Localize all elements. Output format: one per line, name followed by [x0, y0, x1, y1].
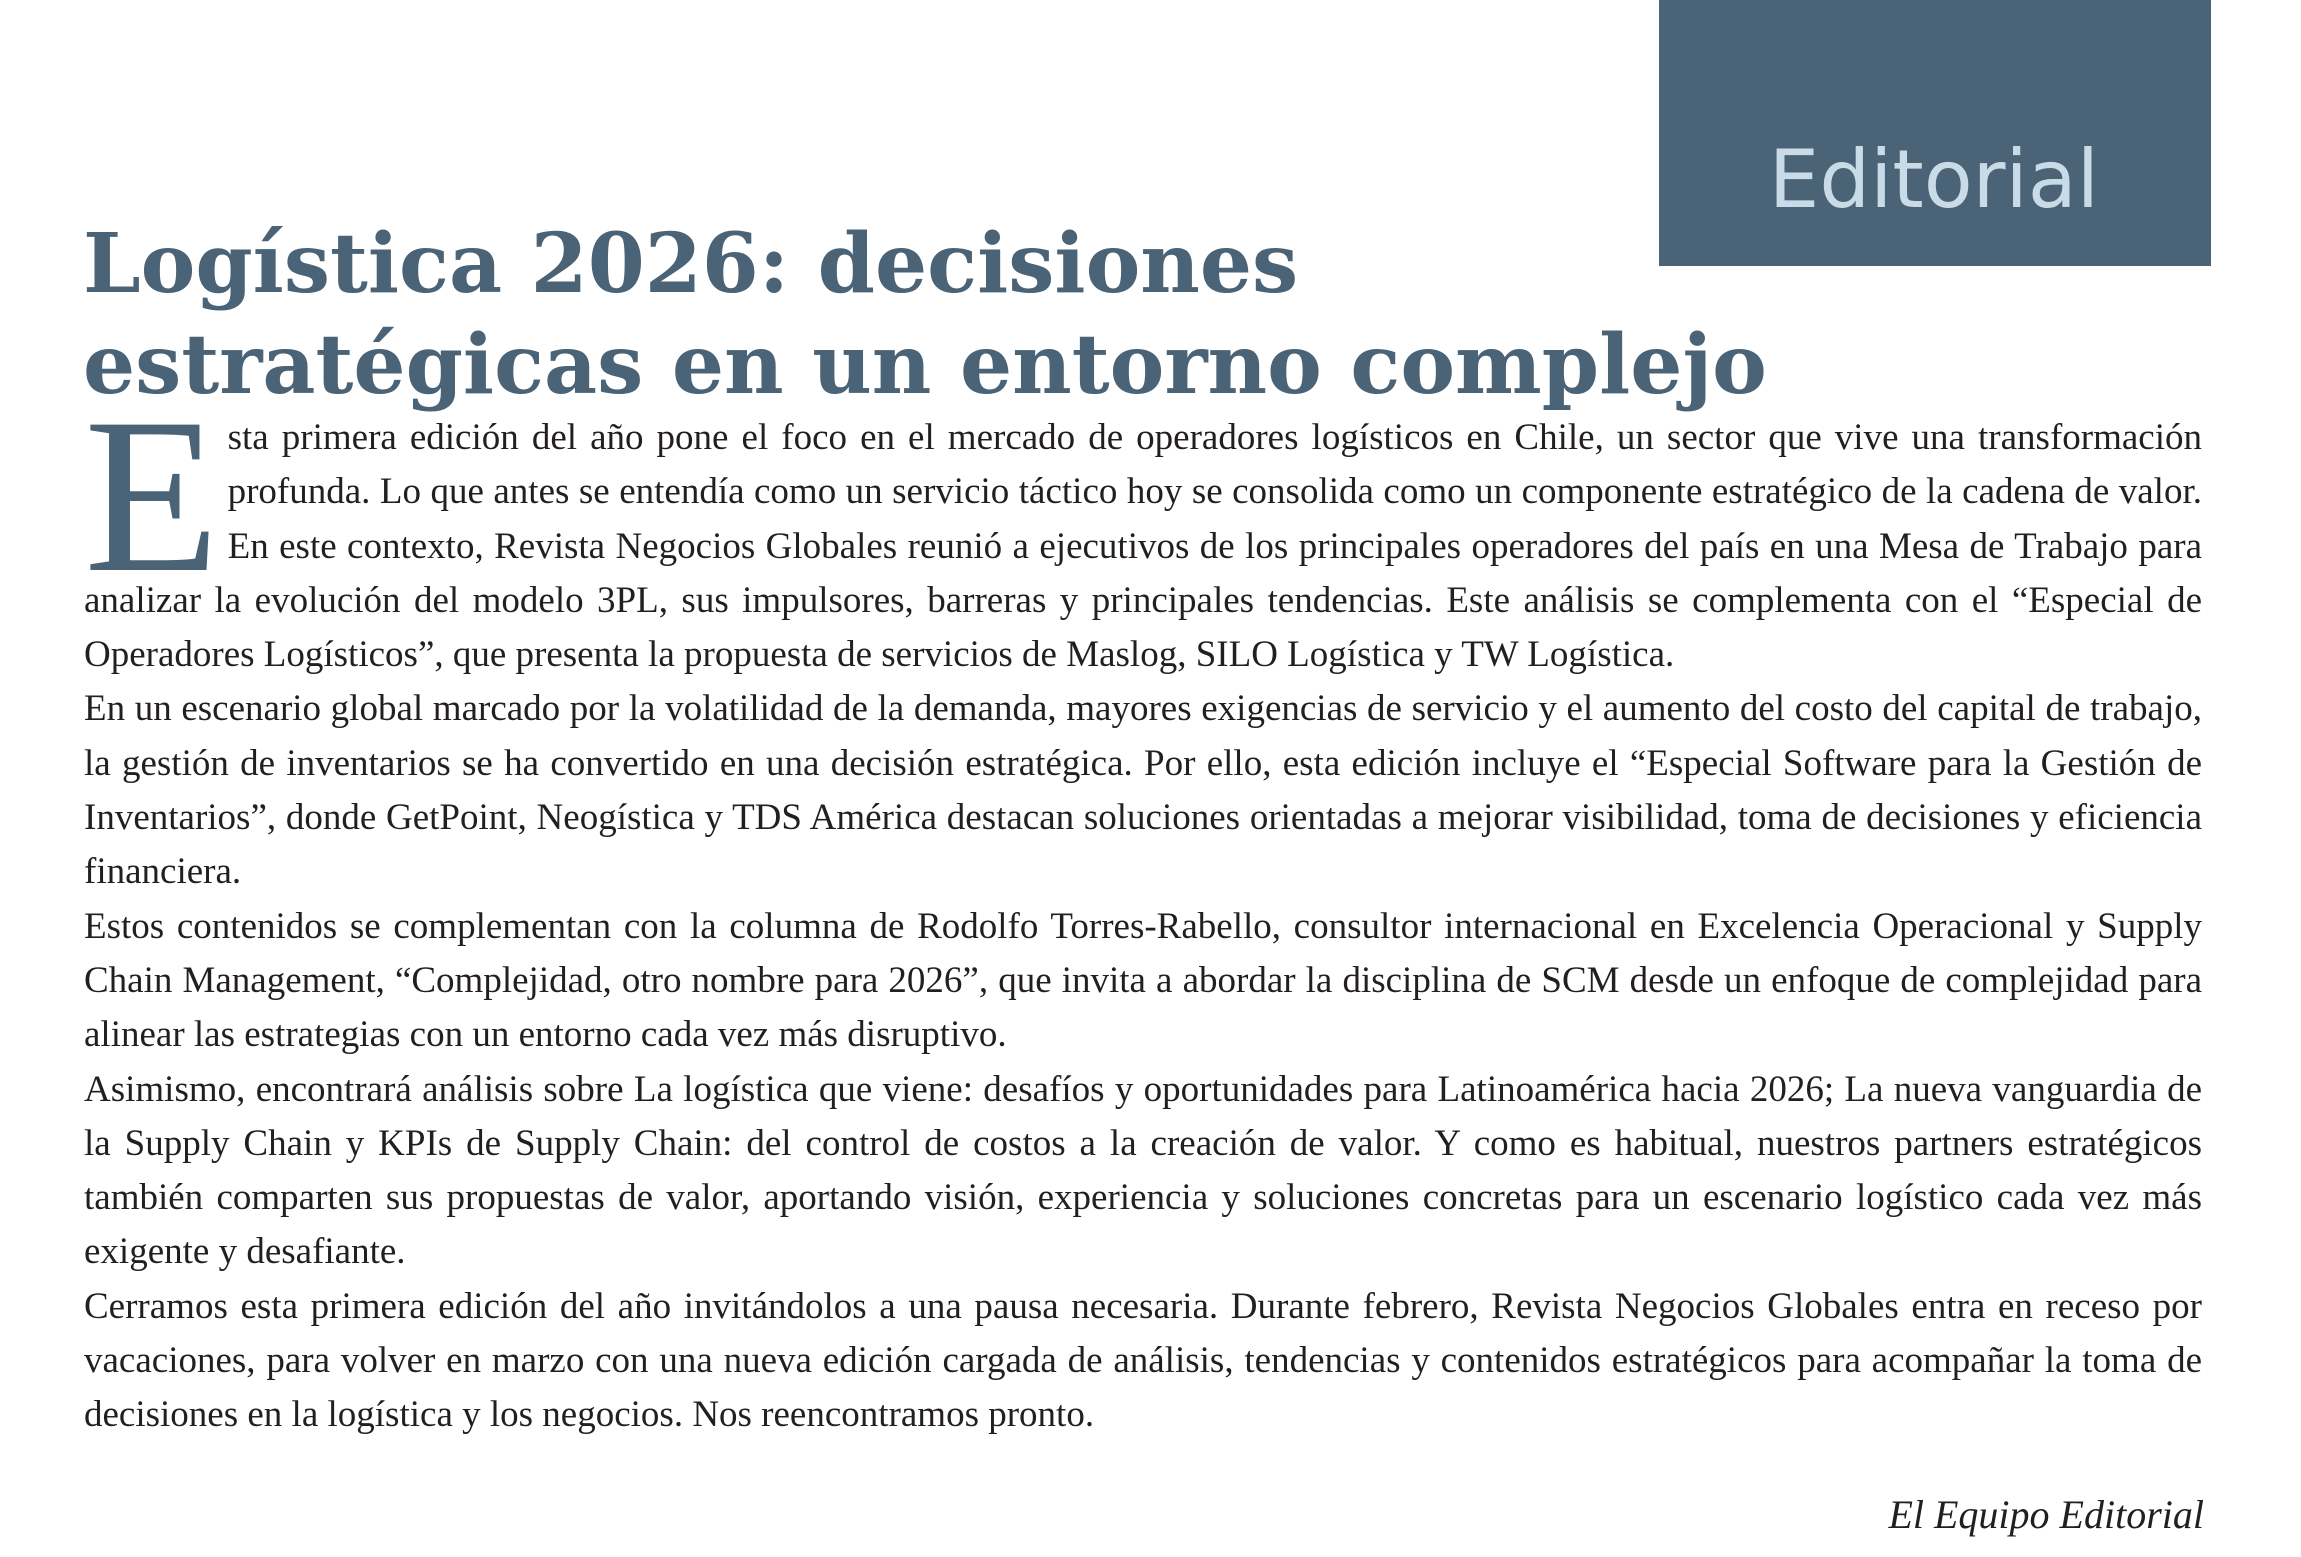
drop-cap: E: [84, 373, 220, 619]
section-tab: [1659, 0, 2211, 266]
headline: [83, 214, 1767, 416]
headline-line-1: Logística 2026: decisiones: [83, 216, 1299, 312]
section-tab-label: Editorial: [1768, 133, 2099, 226]
paragraph-5: Cerramos esta primera edición del año invitándolos a una pausa necesaria. Durante febrero, Revista Negocios Globales entra en receso por vacaciones, para volver en marzo con una nueva edición cargada de análisis, tendencias y contenidos estratégicos para acompañar la toma de decisiones en la logística y los negocios. Nos reencontramos pronto.: [84, 1285, 2202, 1436]
paragraph-3: Estos contenidos se complementan con la columna de Rodolfo Torres-Rabello, consultor internacional en Excelencia Operacional y Supply Chain Management, “Complejidad, otro nombre para 2026”, que invita a abordar la disciplina de SCM desde un enfoque de complejidad para alinear las estrategias con un entorno cada vez más disruptivo.: [84, 905, 2202, 1056]
headline-line-2: estratégicas en un entorno complejo: [83, 317, 1767, 413]
paragraph-4: Asimismo, encontrará análisis sobre La logística que viene: desafíos y oportunidades para Latinoamérica hacia 2026; La nueva vanguardia de la Supply Chain y KPIs de Supply Chain: del control de costos a la creación de valor. Y como es habitual, nuestros partners estratégicos también comparten sus propuestas de valor, aportando visión, experiencia y soluciones concretas para un escenario logístico cada vez más exigente y desafiante.: [84, 1068, 2202, 1273]
article-body: [84, 373, 2202, 1443]
paragraph-2: En un escenario global marcado por la volatilidad de la demanda, mayores exigencias de servicio y el aumento del costo del capital de trabajo, la gestión de inventarios se ha convertido en una decisión estratégica. Por ello, esta edición incluye el “Especial Software para la Gestión de Inventarios”, donde GetPoint, Neogística y TDS América destacan soluciones orientadas a mejorar visibilidad, toma de decisiones y eficiencia financiera.: [84, 688, 2202, 893]
paragraph-1: [84, 373, 2202, 682]
paragraph-1-text: sta primera edición del año pone el foco en el mercado de operadores logísticos en Chile, un sector que vive una transformación profunda. Lo que antes se entendía como un servicio táctico hoy se consolida como un componente estratégico de la cadena de valor. En este contexto, Revista Negocios Globales reunió a ejecutivos de los principales operadores del país en una Mesa de Trabajo para analizar la evolución del modelo 3PL, sus impulsores, barreras y principales tendencias. Este análisis se complementa con el “Especial de Operadores Logísticos”, que presenta la propuesta de servicios de Maslog, SILO Logística y TW Logística.: [84, 417, 2202, 676]
signature: El Equipo Editorial: [1888, 1492, 2204, 1537]
